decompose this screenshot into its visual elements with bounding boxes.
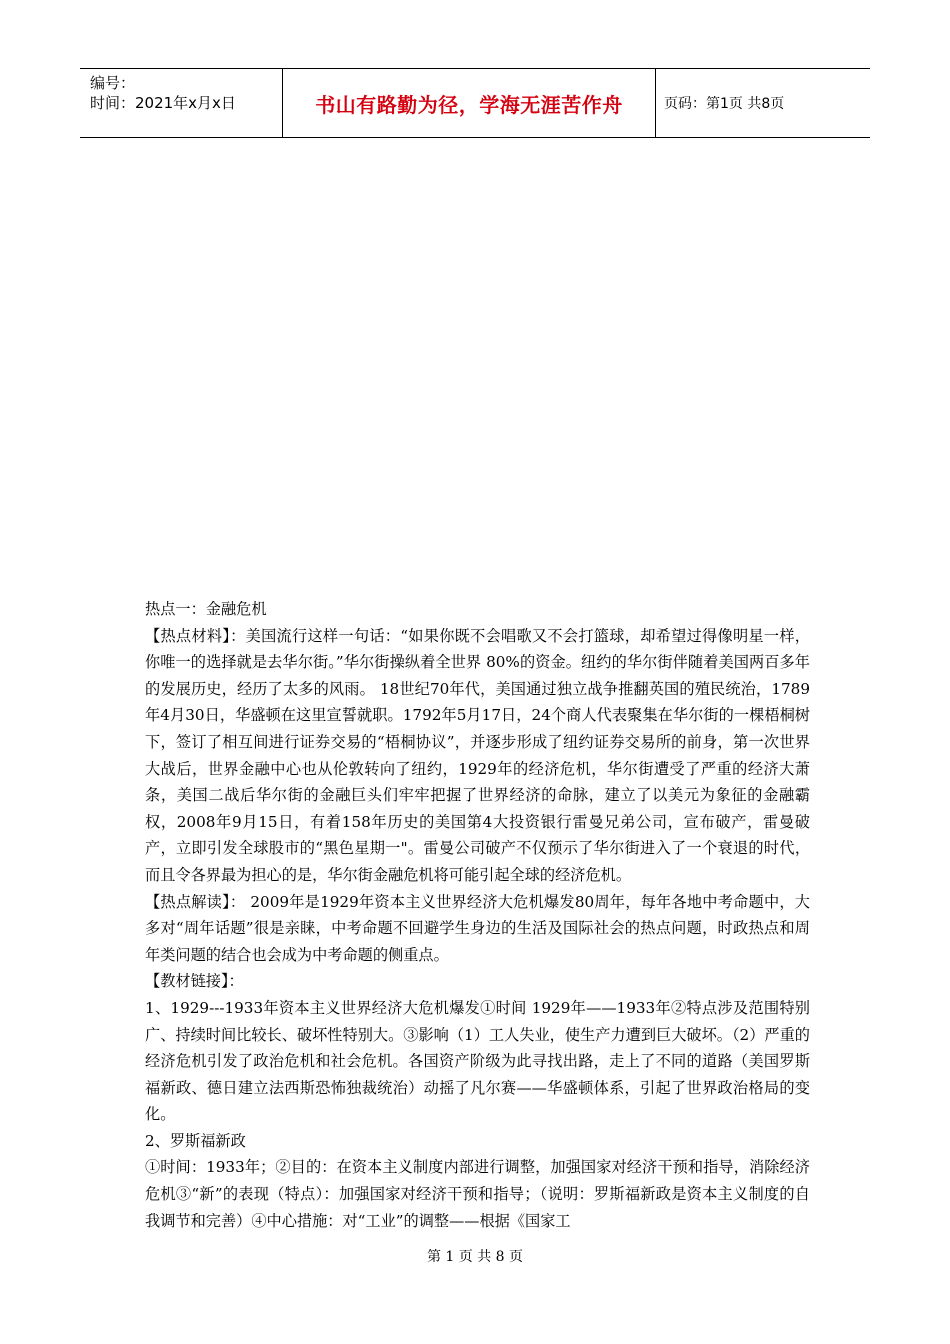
hotspot-material: 【热点材料】：美国流行这样一句话：“如果你既不会唱歌又不会打篮球，却希望过得像明星一样，你唯一的选择就是去华尔街。”华尔街操纵着全世界 80%的资金。纽约的华尔街伴随着美国两百多年的发展历史，经历了太多的风雨。 18世纪70年代，美国通过独立战争推翻英国的殖民统治，1789年4月30日，华盛顿在这里宣誓就职。1792年5月17日，24个商人代表聚集在华尔街的一棵梧桐树下，签订了相互间进行证券交易的“梧桐协议”，并逐步形成了纽约证券交易所的前身，第一次世界大战后，世界金融中心也从伦敦转向了纽约，1929年的经济危机，华尔街遭受了严重的经济大萧条，美国二战后华尔街的金融巨头们牢牢把握了世界经济的命脉，建立了以美元为象征的金融霸权，2008年9月15日，有着158年历史的美国第4大投资银行雷曼兄弟公司，宣布破产，雷曼破产，立即引发全球股市的“黑色星期一"。雷曼公司破产不仅预示了华尔街进入了一个衰退的时代，而且令各界最为担心的是，华尔街金融危机将可能引起全球的经济危机。	[145, 626, 810, 884]
textbook-link-label: 【教材链接】：	[145, 972, 244, 991]
header-motto: 书山有路勤为径，学海无涯苦作舟	[315, 92, 623, 117]
header-page-code: 页码：第1页 共8页	[664, 96, 785, 112]
header-page-cell	[656, 69, 870, 137]
page-footer: 第 1 页 共 8 页	[426, 1249, 524, 1265]
textbook-item-2-title: 2、罗斯福新政	[145, 1131, 246, 1150]
header-motto-cell	[283, 69, 656, 137]
hotspot-interpretation: 【热点解读】： 2009年是1929年资本主义世界经济大危机爆发80周年，每年各地中考命题中，大多对“周年话题”很是亲睐，中考命题不回避学生身边的生活及国际社会的热点问题，时政热点和周年类问题的结合也会成为中考命题的侧重点。	[145, 892, 810, 964]
document-number-label: 编号：	[90, 74, 136, 92]
textbook-item-1: 1、1929---1933年资本主义世界经济大危机爆发①时间 1929年——1933年②特点涉及范围特别广、持续时间比较长、破坏性特别大。③影响（1）工人失业，使生产力遭到巨大破坏。（2）严重的经济危机引发了政治危机和社会危机。各国资产阶级为此寻找出路，走上了不同的道路（美国罗斯福新政、德日建立法西斯恐怖独裁统治）动摇了凡尔赛——华盛顿体系，引起了世界政治格局的变化。	[145, 998, 810, 1124]
document-body	[145, 596, 810, 1234]
page-header	[80, 68, 870, 138]
hotspot-title: 热点一：金融危机	[145, 600, 267, 618]
document-date: 时间：2021年x月x日	[90, 94, 236, 112]
textbook-item-2-body: ①时间：1933年；②目的：在资本主义制度内部进行调整，加强国家对经济干预和指导，消除经济危机③“新”的表现（特点）：加强国家对经济干预和指导；（说明：罗斯福新政是资本主义制度的自我调节和完善）④中心措施：对“工业”的调整——根据《国家工	[145, 1158, 810, 1230]
header-info-cell	[80, 69, 283, 137]
